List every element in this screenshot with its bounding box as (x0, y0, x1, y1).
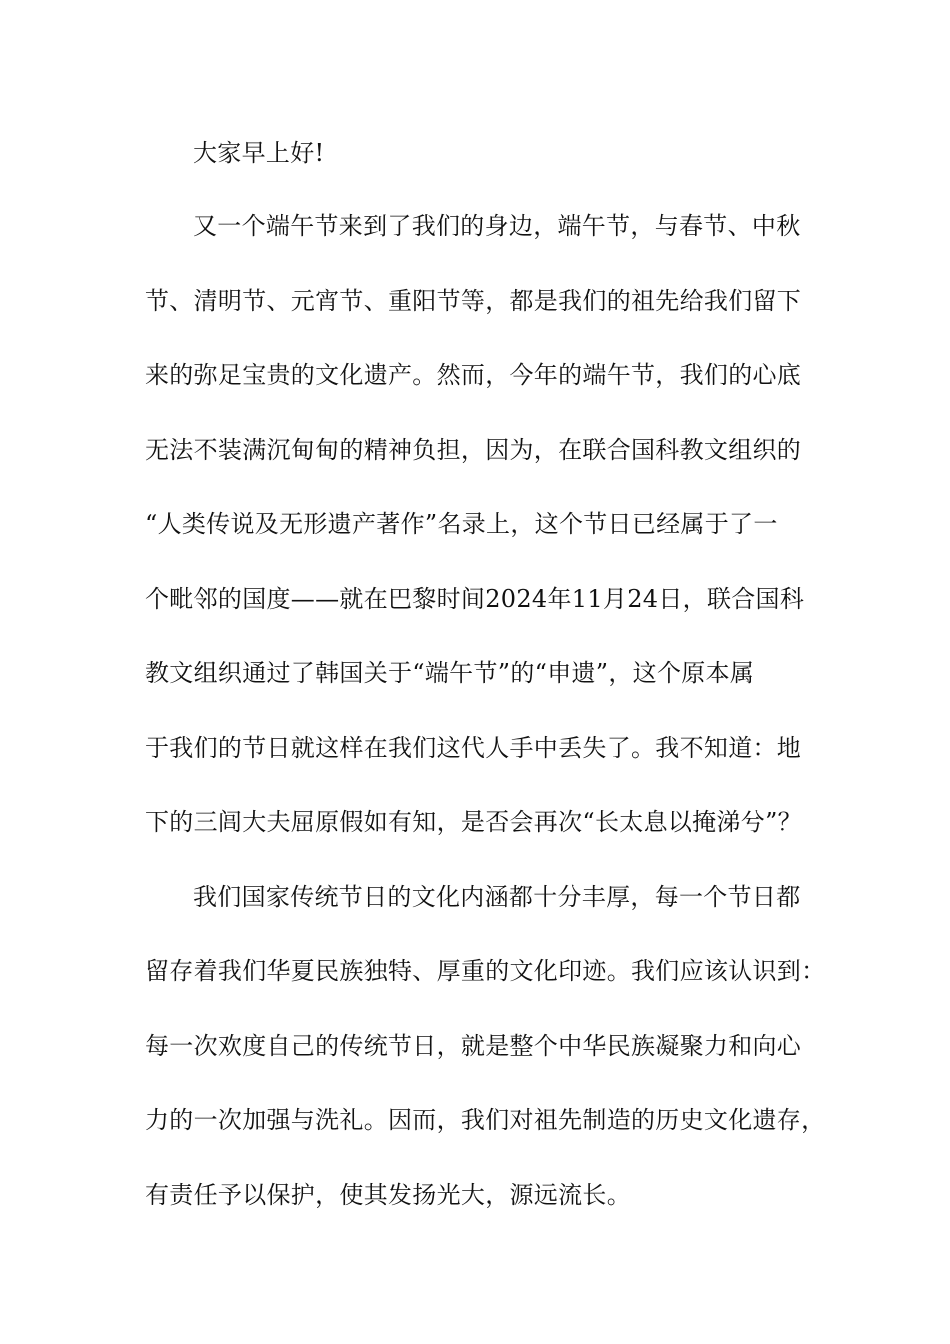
paragraph-1-line-2: 节、清明节、元宵节、重阳节等，都是我们的祖先给我们留下 (145, 287, 802, 315)
paragraph-2-line-2: 留存着我们华夏民族独特、厚重的文化印迹。我们应该认识到： (145, 957, 826, 985)
paragraph-1-line-1: 又一个端午节来到了我们的身边，端午节，与春节、中秋 (193, 212, 801, 240)
paragraph-2-line-3: 每一次欢度自己的传统节日，就是整个中华民族凝聚力和向心 (145, 1032, 802, 1060)
paragraph-2-line-4: 力的一次加强与洗礼。因而，我们对祖先制造的历史文化遗存， (145, 1106, 826, 1134)
paragraph-1-line-8: 于我们的节日就这样在我们这代人手中丢失了。我不知道：地 (145, 734, 802, 762)
paragraph-1-line-3: 来的弥足宝贵的文化遗产。然而，今年的端午节，我们的心底 (145, 361, 802, 389)
paragraph-1-line-6: 个毗邻的国度——就在巴黎时间2024年11月24日，联合国科 (145, 585, 805, 613)
paragraph-1-line-5: “人类传说及无形遗产著作”名录上，这个节日已经属于了一 (145, 510, 778, 538)
paragraph-1-line-4: 无法不装满沉甸甸的精神负担，因为，在联合国科教文组织的 (145, 436, 802, 464)
paragraph-2-line-1: 我们国家传统节日的文化内涵都十分丰厚，每一个节日都 (193, 883, 801, 911)
greeting-line: 大家早上好! (193, 139, 325, 167)
paragraph-1-line-9: 下的三闾大夫屈原假如有知，是否会再次“长太息以掩涕兮”？ (145, 808, 802, 836)
paragraph-1-line-7: 教文组织通过了韩国关于“端午节”的“申遗”，这个原本属 (145, 659, 755, 687)
paragraph-2-line-5: 有责任予以保护，使其发扬光大，源远流长。 (145, 1181, 631, 1209)
